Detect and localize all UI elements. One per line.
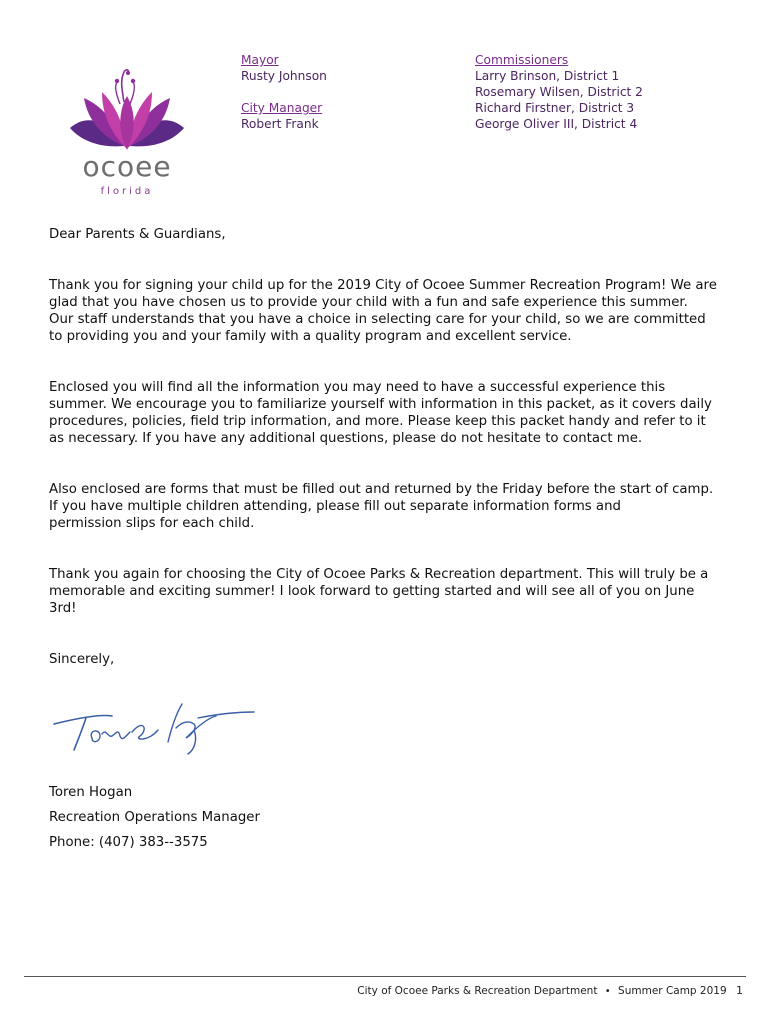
paragraph-2: Enclosed you will find all the information you may need to have a successful experience this summer. We encourage you to familiarize yourself with information in this packet, as it covers daily procedures, policies, field trip information, and more. Please keep this packet handy and refer to it as necessary. If you have any additional questions, please do not hesitate to contact me. — [49, 380, 712, 446]
handwritten-signature — [48, 696, 268, 766]
logo-subtitle: florida — [100, 186, 154, 197]
mayor-name: Rusty Johnson — [241, 69, 327, 83]
closing: Sincerely, — [49, 652, 115, 667]
commissioners-role: Commissioners — [475, 53, 569, 67]
mayor-role: Mayor — [241, 53, 279, 67]
letter-body — [49, 226, 729, 668]
paragraph-3: Also enclosed are forms that must be filled out and returned by the Friday before the start of camp. If you have multiple children attending, please fill out separate information forms and permission slips for each child. — [49, 482, 714, 531]
signer-title: Recreation Operations Manager — [49, 810, 260, 825]
paragraph-4: Thank you again for choosing the City of Ocoee Parks & Recreation department. This will truly be a memorable and exciting summer! I look forward to getting started and will see all of you on June 3rd! — [49, 567, 709, 616]
page-footer — [357, 984, 743, 997]
city-manager-name: Robert Frank — [241, 117, 319, 131]
commissioner-name: Richard Firstner, District 3 — [475, 101, 635, 115]
officials-right-column — [475, 52, 643, 132]
officials-left-column — [241, 52, 327, 132]
logo-wordmark: ocoee — [82, 150, 172, 183]
footer-program: Summer Camp 2019 — [618, 985, 727, 997]
commissioner-name: George Oliver III, District 4 — [475, 117, 638, 131]
salutation: Dear Parents & Guardians, — [49, 227, 226, 242]
signer-phone: Phone: (407) 383--3575 — [49, 835, 208, 850]
footer-divider — [24, 976, 746, 977]
commissioner-name: Rosemary Wilsen, District 2 — [475, 85, 643, 99]
signer-name: Toren Hogan — [49, 785, 133, 800]
footer-department: City of Ocoee Parks & Recreation Department — [357, 985, 598, 997]
footer-separator: • — [604, 986, 611, 997]
page-number: 1 — [736, 984, 743, 997]
paragraph-1: Thank you for signing your child up for the 2019 City of Ocoee Summer Recreation Program! We are glad that you have chosen us to provide your child with a fun and safe experience this summer. Our staff understands that you have a choice in selecting care for your child, so we are committed to providing you and your family with a quality program and excellent service. — [49, 278, 717, 344]
signer-block — [49, 780, 260, 855]
ocoee-logo — [62, 62, 192, 202]
lotus-flower-icon — [62, 62, 192, 162]
city-manager-role: City Manager — [241, 101, 323, 115]
commissioner-name: Larry Brinson, District 1 — [475, 69, 620, 83]
